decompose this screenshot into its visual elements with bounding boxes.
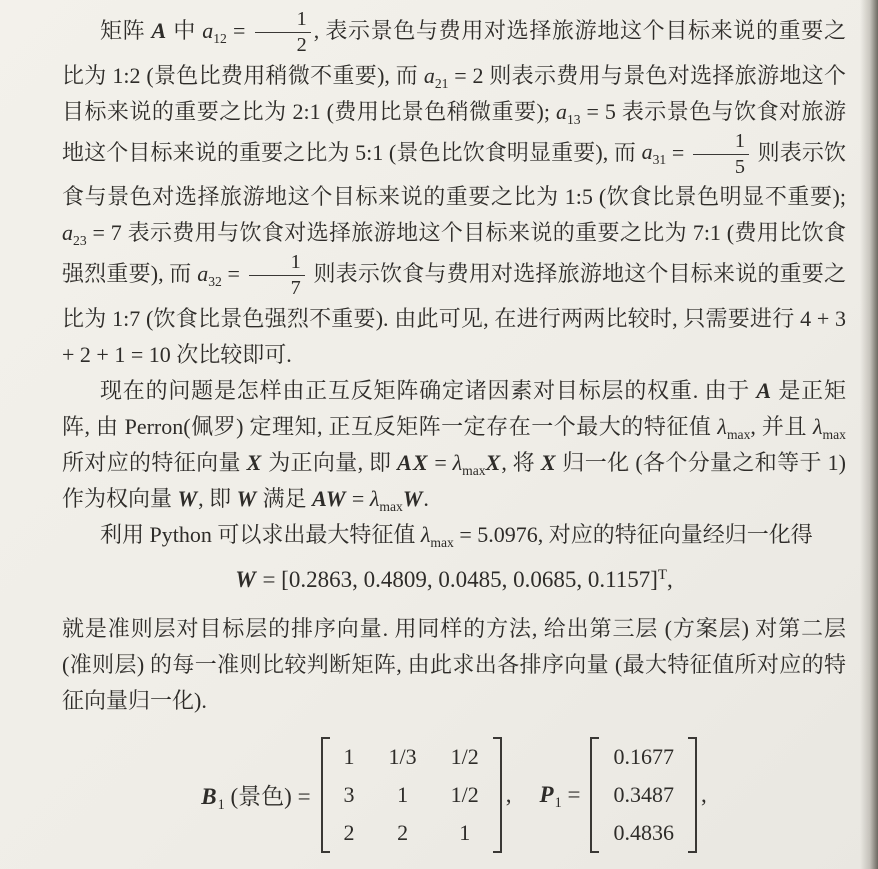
matrix-cell: 1/2: [450, 781, 479, 807]
text-run: , 表示景色与费用对选择旅游地这个目标来说的重要之比为 1:2 (景色比费用稍微不重要), 而: [62, 17, 846, 88]
matrix-cell: 1: [343, 743, 355, 769]
text-run: 现在的问题是怎样由正互反矩阵确定诸因素对目标层的权重. 由于: [100, 377, 757, 403]
math-var: λ: [420, 521, 431, 547]
matrix-cell: 1/3: [388, 743, 417, 769]
matrix-p1-label: [539, 781, 581, 811]
text-run: =: [561, 781, 581, 807]
math-var-with-subscript: [717, 413, 751, 442]
math-var-with-subscript: [420, 521, 454, 550]
matrix-grid: [599, 737, 688, 853]
math-subscript: max: [430, 534, 454, 550]
math-var-with-subscript: [202, 17, 227, 46]
matrix-cell: 2: [343, 819, 355, 845]
math-var: λ: [369, 485, 380, 511]
fraction-numerator: 1: [255, 8, 311, 33]
fraction-numerator: 1: [249, 251, 305, 276]
matrix-p1: [590, 737, 697, 853]
text-run: , 将: [501, 449, 541, 475]
text-run: = 7 表示费用与饮食对选择旅游地这个目标来说的重要之比为 7:1 (费用比饮食强烈重要), 而: [62, 220, 846, 286]
matrix-cell: 3: [343, 781, 355, 807]
math-var-with-subscript: [641, 139, 667, 168]
text-run: 所对应的特征向量: [62, 449, 247, 475]
text-run: ,: [667, 566, 673, 592]
text-run: =: [346, 485, 370, 511]
text-run: 为正向量, 即: [262, 449, 398, 475]
paragraph-perron-theorem: [62, 373, 846, 517]
text-run: = 5 表示景色与饮食对旅游地这个目标来说的重要之比为 5:1 (景色比饮食明显重要), 而: [62, 98, 846, 165]
math-var-with-subscript: [555, 98, 581, 127]
subscript: 1: [554, 794, 562, 811]
text-run: 矩阵: [100, 17, 152, 43]
fraction-denominator: 7: [290, 277, 301, 300]
matrix-cell: 1/2: [450, 743, 479, 769]
math-bold-italic: X: [540, 449, 557, 475]
math-subscript: max: [822, 426, 846, 442]
matrix-cell: 2: [397, 819, 409, 845]
math-bold-italic: A: [756, 377, 773, 403]
paragraph-pairwise-comparisons: [62, 8, 846, 373]
math-var-with-subscript: [197, 260, 222, 289]
matrix-b1: [321, 737, 502, 853]
math-subscript: 21: [434, 75, 449, 91]
math-bold-italic: X: [485, 449, 502, 475]
math-subscript: 31: [652, 152, 667, 168]
paragraph-ranking-vectors: [62, 611, 846, 719]
math-subscript: 23: [73, 232, 87, 248]
equation-separator-comma: ,: [505, 781, 512, 807]
math-subscript: max: [379, 498, 403, 514]
math-var: a: [641, 139, 653, 165]
math-subscript: 13: [566, 111, 581, 127]
fraction: [249, 251, 305, 301]
fraction-denominator: 2: [296, 34, 307, 57]
math-var: a: [423, 62, 435, 88]
text-run: = 2 则表示费用与景色对选择旅游地这个目标来说的重要之比为 2:1 (费用比景色稍微重要);: [62, 62, 846, 124]
math-bold-italic: P: [539, 781, 555, 807]
matrix-cell: 1: [459, 819, 471, 845]
math-var-with-subscript: [423, 62, 449, 91]
math-var: λ: [717, 413, 727, 439]
math-var-with-subscript: [369, 485, 403, 514]
matrix-cell: 0.4836: [613, 819, 674, 845]
fraction: [693, 130, 749, 180]
math-var: a: [197, 260, 209, 286]
matrix-cell: 0.1677: [613, 743, 674, 769]
text-run: , 并且: [750, 413, 813, 439]
matrix-cell: 0.3487: [613, 781, 674, 807]
text-run: .: [423, 485, 429, 511]
math-var: λ: [452, 449, 463, 475]
math-bold-italic: W: [236, 485, 258, 511]
math-bold-italic: W: [177, 485, 199, 511]
matrix-b1-label: [201, 778, 311, 814]
matrix-grid: [330, 737, 493, 853]
math-bold-italic: B: [201, 784, 218, 810]
fraction: [255, 8, 311, 58]
equation-weight-vector: [62, 567, 846, 593]
math-bold-italic: AW: [312, 485, 347, 511]
text-run: 是正矩阵, 由 Perron(佩罗) 定理知, 正互反矩阵一定存在一个最大的特征值: [62, 377, 846, 439]
text-run: 归一化 (各个分量之和等于 1) 作为权向量: [62, 449, 846, 511]
text-run: 则表示饮食与景色对选择旅游地这个目标来说的重要之比为 1:5 (饮食比景色明显不重要);: [62, 139, 846, 210]
fraction-denominator: 5: [734, 155, 745, 178]
text-run: 满足: [257, 485, 313, 511]
text-run: , 即: [198, 485, 237, 511]
math-subscript: 32: [208, 273, 222, 289]
math-var-with-subscript: [813, 413, 846, 442]
text-run: =: [221, 260, 246, 286]
text-run: =: [428, 449, 453, 475]
math-var-with-subscript: [62, 220, 87, 248]
paragraph-python-eigenvalue: [62, 517, 846, 553]
text-run: 利用 Python 可以求出最大特征值: [100, 521, 421, 547]
math-var: a: [202, 17, 214, 43]
math-bold-italic: A: [151, 17, 168, 43]
math-var: a: [555, 98, 567, 124]
math-subscript: max: [462, 462, 486, 478]
text-run: 则表示饮食与费用对选择旅游地这个目标来说的重要之比为 1:7 (饮食比景色强烈不重要). 由此可见, 在进行两两比较时, 只需要进行 4 + 3 + 2 + 1 = 10 次比较即可.: [62, 260, 846, 367]
text-run: =: [226, 17, 252, 43]
matrix-cell: 1: [397, 781, 409, 807]
math-var-with-subscript: [452, 449, 486, 478]
subscript: 1: [217, 797, 225, 814]
text-run: = 5.0976, 对应的特征向量经归一化得: [453, 521, 813, 547]
text-run: 就是准则层对目标层的排序向量. 用同样的方法, 给出第三层 (方案层) 对第二层 (准则层) 的每一准则比较判断矩阵, 由此求出各排序向量 (最大特征值所对应的特征向量归一化).: [62, 615, 846, 713]
math-bold-italic: W: [402, 485, 424, 511]
fraction-numerator: 1: [693, 130, 749, 155]
text-run: (景色) =: [224, 784, 311, 810]
text-run: = [0.2863, 0.4809, 0.0485, 0.0685, 0.1157]: [256, 566, 658, 592]
math-var: a: [62, 220, 73, 246]
equation-trailing-comma: ,: [700, 781, 707, 807]
math-var: λ: [813, 413, 823, 439]
math-subscript: 12: [213, 30, 227, 46]
superscript: T: [657, 566, 667, 583]
math-subscript: max: [726, 426, 751, 442]
text-run: 中: [167, 17, 203, 43]
math-bold-italic: X: [246, 449, 263, 475]
math-bold-italic: W: [235, 566, 257, 592]
math-bold-italic: AX: [397, 449, 429, 475]
equation-b1-p1: [62, 737, 846, 853]
text-run: =: [666, 139, 690, 165]
